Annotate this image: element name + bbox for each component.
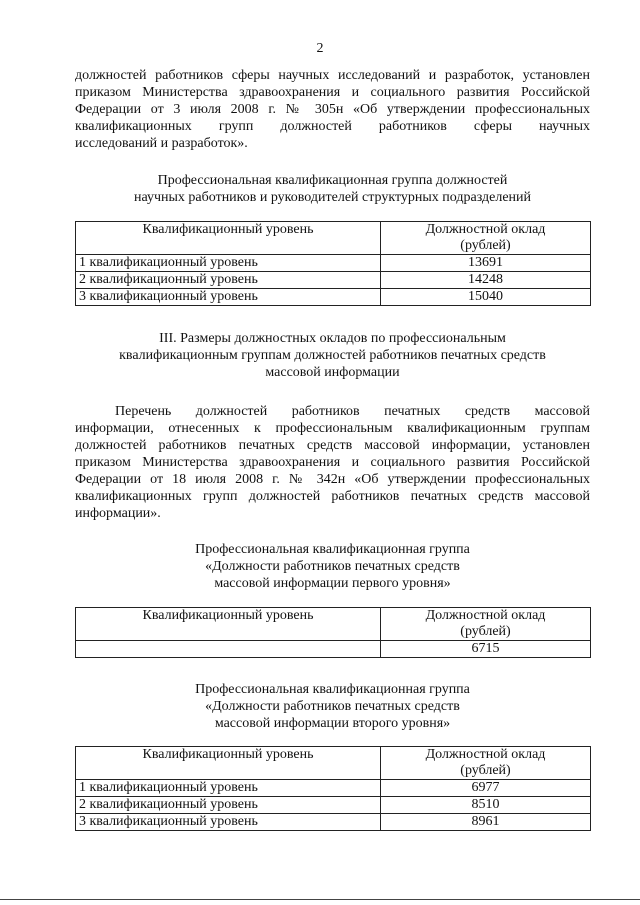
level-cell: 1 квалификационный уровень <box>76 780 381 797</box>
header-salary: Должностной оклад (рублей) <box>381 747 591 780</box>
section3-paragraph <box>75 403 590 522</box>
group3-title <box>75 681 590 732</box>
group2-title <box>75 541 590 592</box>
level-cell: 2 квалификационный уровень <box>76 272 381 289</box>
salary-cell: 14248 <box>381 272 591 289</box>
section3-title-line: III. Размеры должностных окладов по профессиональным <box>159 331 506 346</box>
intro-line: квалификационных групп должностей работников сферы научных <box>75 119 590 134</box>
header-salary: Должностной оклад (рублей) <box>381 222 591 255</box>
intro-line: Федерации от 3 июля 2008 г. № 305н «Об утверждении профессиональных <box>75 102 590 117</box>
intro-line: приказом Министерства здравоохранения и социального развития Российской <box>75 85 590 100</box>
group2-title-line: «Должности работников печатных средств <box>205 559 460 574</box>
level-cell: 2 квалификационный уровень <box>76 797 381 814</box>
group1-table <box>75 221 591 306</box>
salary-cell: 8961 <box>381 814 591 831</box>
group2-title-line: массовой информации первого уровня» <box>214 576 451 591</box>
table-header-row <box>76 608 591 641</box>
table-row <box>76 255 591 272</box>
section3-title-line: массовой информации <box>265 365 400 380</box>
table-row <box>76 272 591 289</box>
table-header-row <box>76 222 591 255</box>
table-row <box>76 780 591 797</box>
group1-title <box>75 172 590 206</box>
paragraph-line: Федерации от 18 июля 2008 г. № 342н «Об утверждении профессиональных <box>75 472 590 487</box>
group3-table <box>75 746 591 831</box>
salary-cell: 13691 <box>381 255 591 272</box>
level-cell <box>76 641 381 658</box>
group3-title-line: «Должности работников печатных средств <box>205 699 460 714</box>
intro-line: исследований и разработок». <box>75 136 248 151</box>
paragraph-line: квалификационных групп должностей работников печатных средств массовой <box>75 489 590 504</box>
paragraph-line: Перечень должностей работников печатных средств массовой <box>115 404 590 419</box>
paragraph-line: информации». <box>75 506 161 521</box>
scan-edge-divider <box>0 899 640 900</box>
table-row <box>76 641 591 658</box>
header-level: Квалификационный уровень <box>76 608 381 641</box>
salary-cell: 8510 <box>381 797 591 814</box>
salary-cell: 15040 <box>381 289 591 306</box>
header-salary: Должностной оклад (рублей) <box>381 608 591 641</box>
section3-title <box>75 330 590 381</box>
header-level: Квалификационный уровень <box>76 747 381 780</box>
group2-title-line: Профессиональная квалификационная группа <box>195 542 470 557</box>
salary-cell: 6977 <box>381 780 591 797</box>
paragraph-line: информации, отнесенных к профессиональным квалификационным группам <box>75 421 590 436</box>
header-level: Квалификационный уровень <box>76 222 381 255</box>
paragraph-line: приказом Министерства здравоохранения и социального развития Российской <box>75 455 590 470</box>
group3-title-line: массовой информации второго уровня» <box>214 716 451 731</box>
level-cell: 1 квалификационный уровень <box>76 255 381 272</box>
salary-cell: 6715 <box>381 641 591 658</box>
group3-title-line: Профессиональная квалификационная группа <box>195 682 470 697</box>
section3-title-line: квалификационным группам должностей работников печатных средств <box>119 348 546 363</box>
table-header-row <box>76 747 591 780</box>
level-cell: 3 квалификационный уровень <box>76 289 381 306</box>
table-row <box>76 814 591 831</box>
intro-line: должностей работников сферы научных исследований и разработок, установлен <box>75 68 590 83</box>
table-row <box>76 289 591 306</box>
page-number: 2 <box>316 41 324 56</box>
intro-paragraph <box>75 67 590 152</box>
group2-table <box>75 607 591 658</box>
group1-title-line: научных работников и руководителей структурных подразделений <box>133 190 532 205</box>
paragraph-line: должностей работников печатных средств массовой информации, установлен <box>75 438 590 453</box>
level-cell: 3 квалификационный уровень <box>76 814 381 831</box>
group1-title-line: Профессиональная квалификационная группа должностей <box>157 173 508 188</box>
table-row <box>76 797 591 814</box>
